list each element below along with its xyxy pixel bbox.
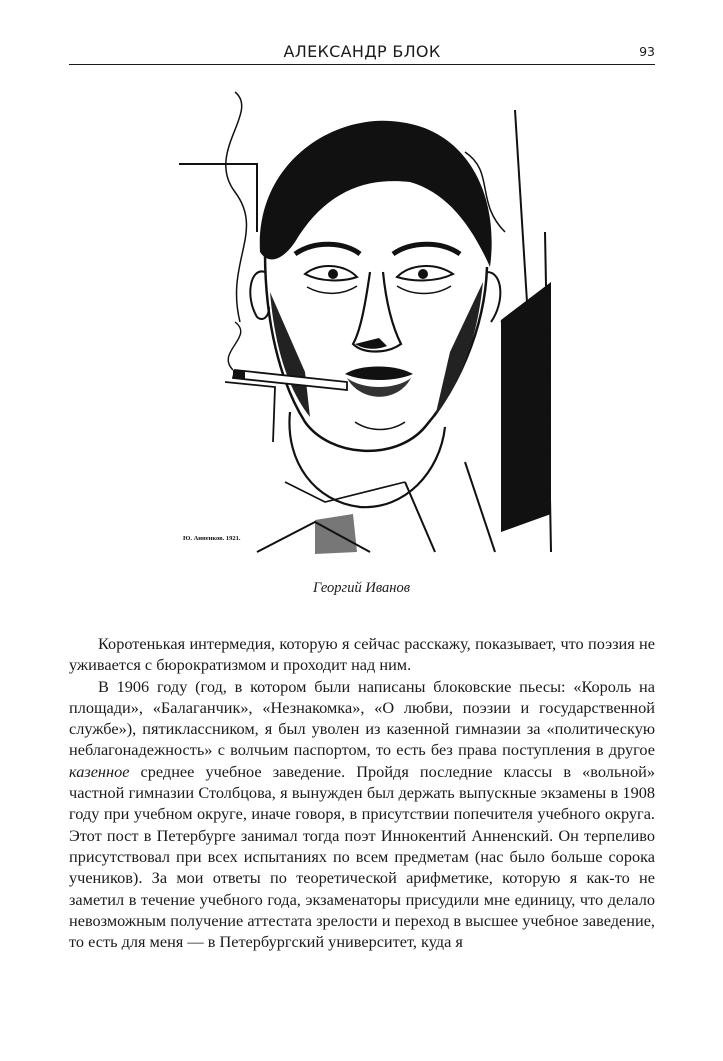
pupil (328, 269, 338, 279)
pupil (418, 269, 428, 279)
collar-line (465, 462, 495, 552)
portrait-illustration (165, 82, 565, 558)
paragraph (69, 633, 655, 676)
eyebrow (295, 244, 360, 254)
background-frame-line (179, 164, 257, 232)
smoke-curve (226, 92, 247, 322)
neck (289, 412, 445, 507)
upper-lip (345, 367, 413, 381)
paragraph-text: Коротенькая интермедия, которую я сейчас расскажу, показывает, что поэзия не уживается с бюрократизмом и проходит над ним. (69, 634, 655, 675)
lower-lip (347, 378, 411, 397)
eyebrow (393, 244, 460, 254)
paragraph (69, 676, 655, 953)
nostril-shadow (355, 338, 387, 349)
cigarette-ash (233, 370, 245, 379)
background-dark-plane (501, 282, 551, 532)
cigarette-smoke (228, 322, 241, 370)
collar-line (285, 482, 405, 502)
hair (260, 121, 492, 267)
figure-caption: Георгий Иванов (313, 580, 410, 596)
artist-signature: Ю. Анненков. 1921. (183, 535, 241, 542)
running-head (69, 40, 655, 65)
running-title: АЛЕКСАНДР БЛОК (283, 42, 441, 61)
background-frame-line (225, 382, 275, 442)
page-number: 93 (639, 44, 655, 59)
ear (487, 272, 500, 322)
body-text (69, 633, 655, 952)
eye-bag (307, 286, 357, 293)
italic-text: казенное (69, 761, 130, 781)
chin-line (355, 422, 405, 430)
paragraph-text: среднее учебное заведение. Пройдя последние классы в «вольной» частной гимназии Столбцова, я вынужден был держать выпускные экзамены в 1908 году при учебном округе, иначе говоря, в присутствии попечителя учебного округа. Этот пост в Петербурге занимал тогда поэт Иннокентий Анненский. Он терпеливо присутствовал при всех испытаниях по всем предметам (нас было больше сорока учеников). За мои ответы по теоретической арифметике, которую я как-то не заметил в течение учебного года, экзаменаторы присудили мне единицу, что делало невозможным получение аттестата зрелости и переход в высшее учебное заведение, то есть для меня — в Петербургский университет, куда я (69, 761, 655, 952)
background-frame-line (501, 110, 527, 322)
paragraph-text: В 1906 году (год, в котором были написаны блоковские пьесы: «Король на площади», «Балаганчик», «Незнакомка», «О любви, поэзии и государственной службе»), пятиклассником, я был уволен из казенной гимназии за «политическую неблагонадежность» с волчьим паспортом, то есть без права поступления в другое (69, 676, 655, 760)
cheek-shading (435, 282, 483, 417)
eye-bag (397, 286, 451, 294)
